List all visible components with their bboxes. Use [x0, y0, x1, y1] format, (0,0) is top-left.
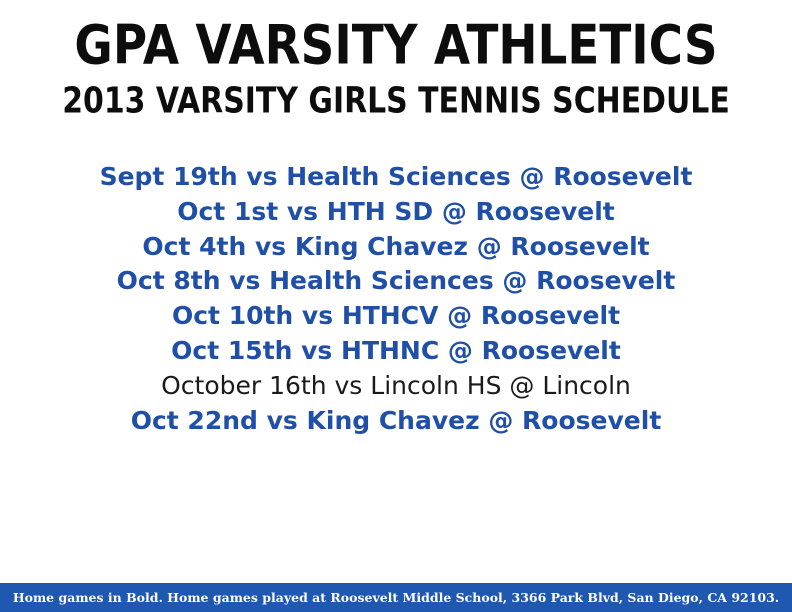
schedule-item: Oct 15th vs HTHNC @ Roosevelt	[171, 335, 621, 365]
footer-bar	[0, 583, 792, 612]
footer-note: Home games in Bold. Home games played at Roosevelt Middle School, 3366 Park Blvd, San Diego, CA 92103.	[12, 590, 780, 605]
page-title: GPA VARSITY ATHLETICS	[74, 14, 718, 77]
schedule-item: Oct 22nd vs King Chavez @ Roosevelt	[130, 405, 662, 435]
page-subtitle: 2013 VARSITY GIRLS TENNIS SCHEDULE	[62, 80, 730, 122]
schedule-item: October 16th vs Lincoln HS @ Lincoln	[161, 370, 631, 400]
schedule-item: Oct 10th vs HTHCV @ Roosevelt	[171, 301, 621, 331]
schedule-list	[0, 160, 792, 438]
schedule-item: Oct 1st vs HTH SD @ Roosevelt	[177, 196, 615, 226]
schedule-item: Oct 4th vs King Chavez @ Roosevelt	[142, 231, 650, 261]
schedule-item: Sept 19th vs Health Sciences @ Roosevelt	[99, 162, 693, 191]
schedule-item: Oct 8th vs Health Sciences @ Roosevelt	[116, 266, 676, 296]
